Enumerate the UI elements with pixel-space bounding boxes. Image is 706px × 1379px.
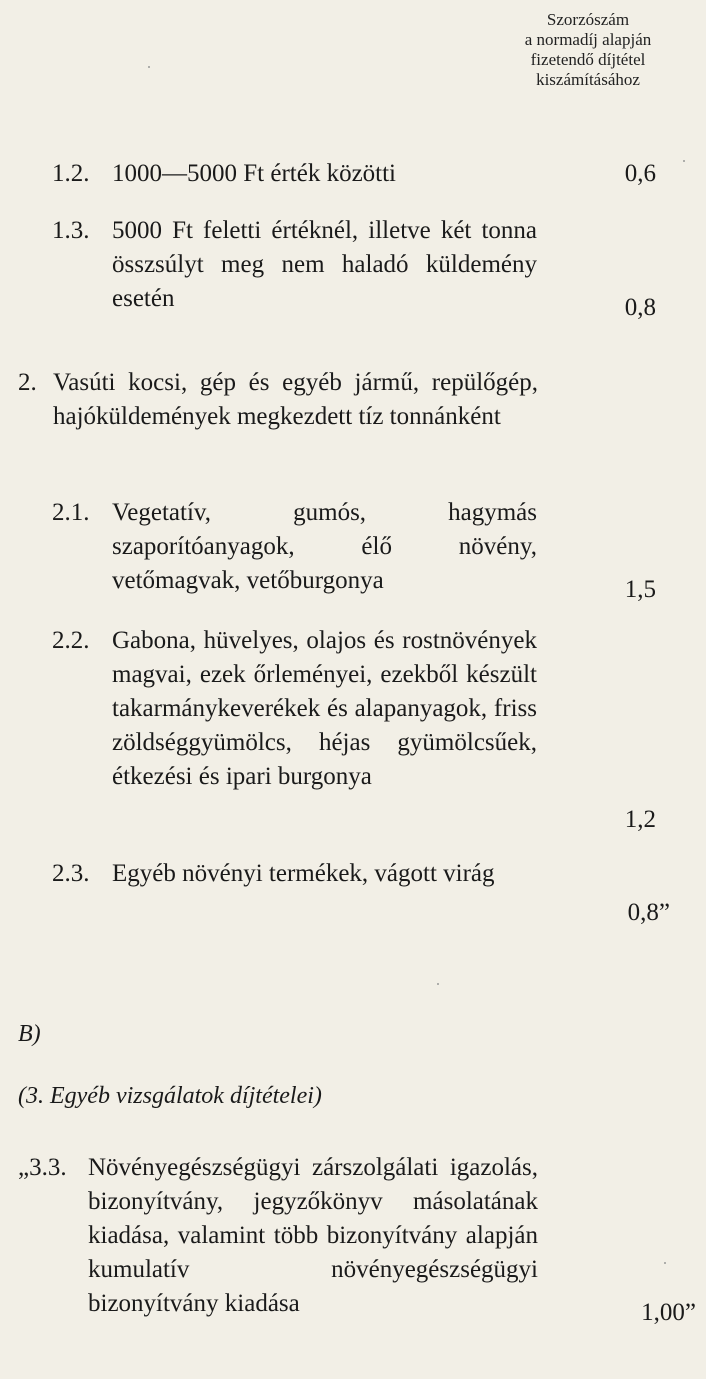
scan-speck: [664, 1262, 666, 1264]
section-3-heading: (3. Egyéb vizsgálatok díjtételei): [18, 1083, 322, 1109]
entry-number: 2.1.: [52, 499, 90, 526]
entry-text: Gabona, hüvelyes, olajos és rostnövények magvai, ezek őrleményei, ezekből készült takarmánykeverékek és alapanyagok, friss zöldséggyümölcs, héjas gyümölcsűek, étkezési és ipari burgonya: [112, 627, 537, 790]
column-header: [478, 10, 698, 90]
entry-text: Vasúti kocsi, gép és egyéb jármű, repülőgép, hajóküldemények megkezdett tíz tonnánként: [53, 369, 538, 430]
entry-number: 2.3.: [52, 860, 90, 887]
scan-speck: [683, 160, 685, 162]
entry-text: Egyéb növényi termékek, vágott virág: [112, 860, 495, 887]
entry-number: 1.2.: [52, 160, 90, 187]
entry-number: 2.: [18, 369, 37, 396]
multiplier-value-1-2: 0,6: [624, 160, 656, 187]
entry-number: „3.3.: [18, 1154, 67, 1181]
entry-text: 1000—5000 Ft érték közötti: [112, 160, 396, 187]
multiplier-value-3-3: 1,00”: [641, 1299, 696, 1326]
scan-speck: [437, 983, 439, 985]
scan-speck: [148, 66, 150, 68]
section-b-label: B): [18, 1021, 41, 1047]
header-line-3: fizetendő díjtétel: [530, 50, 646, 69]
entry-number: 2.2.: [52, 627, 90, 654]
entry-text: 5000 Ft feletti értéknél, illetve két tonna összsúlyt meg nem haladó küldemény esetén: [112, 217, 537, 312]
header-line-4: kiszámításához: [536, 70, 640, 89]
multiplier-value-2-3: 0,8”: [627, 899, 670, 926]
multiplier-value-1-3: 0,8: [624, 294, 656, 321]
entry-text: Növényegészségügyi zárszolgálati igazolás, bizonyítvány, jegyzőkönyv másolatának kiadása, valamint több bizonyítvány alapján kumulatív növényegészségügyi bizonyítvány kiadása: [88, 1154, 538, 1317]
header-line-1: Szorzószám: [546, 10, 630, 29]
multiplier-value-2-2: 1,2: [624, 806, 656, 833]
entry-number: 1.3.: [52, 217, 90, 244]
multiplier-value-2-1: 1,5: [624, 576, 656, 603]
entry-text: Vegetatív, gumós, hagymás szaporítóanyagok, élő növény, vetőmagvak, vetőburgonya: [112, 499, 537, 594]
header-line-2: a normadíj alapján: [524, 30, 652, 49]
